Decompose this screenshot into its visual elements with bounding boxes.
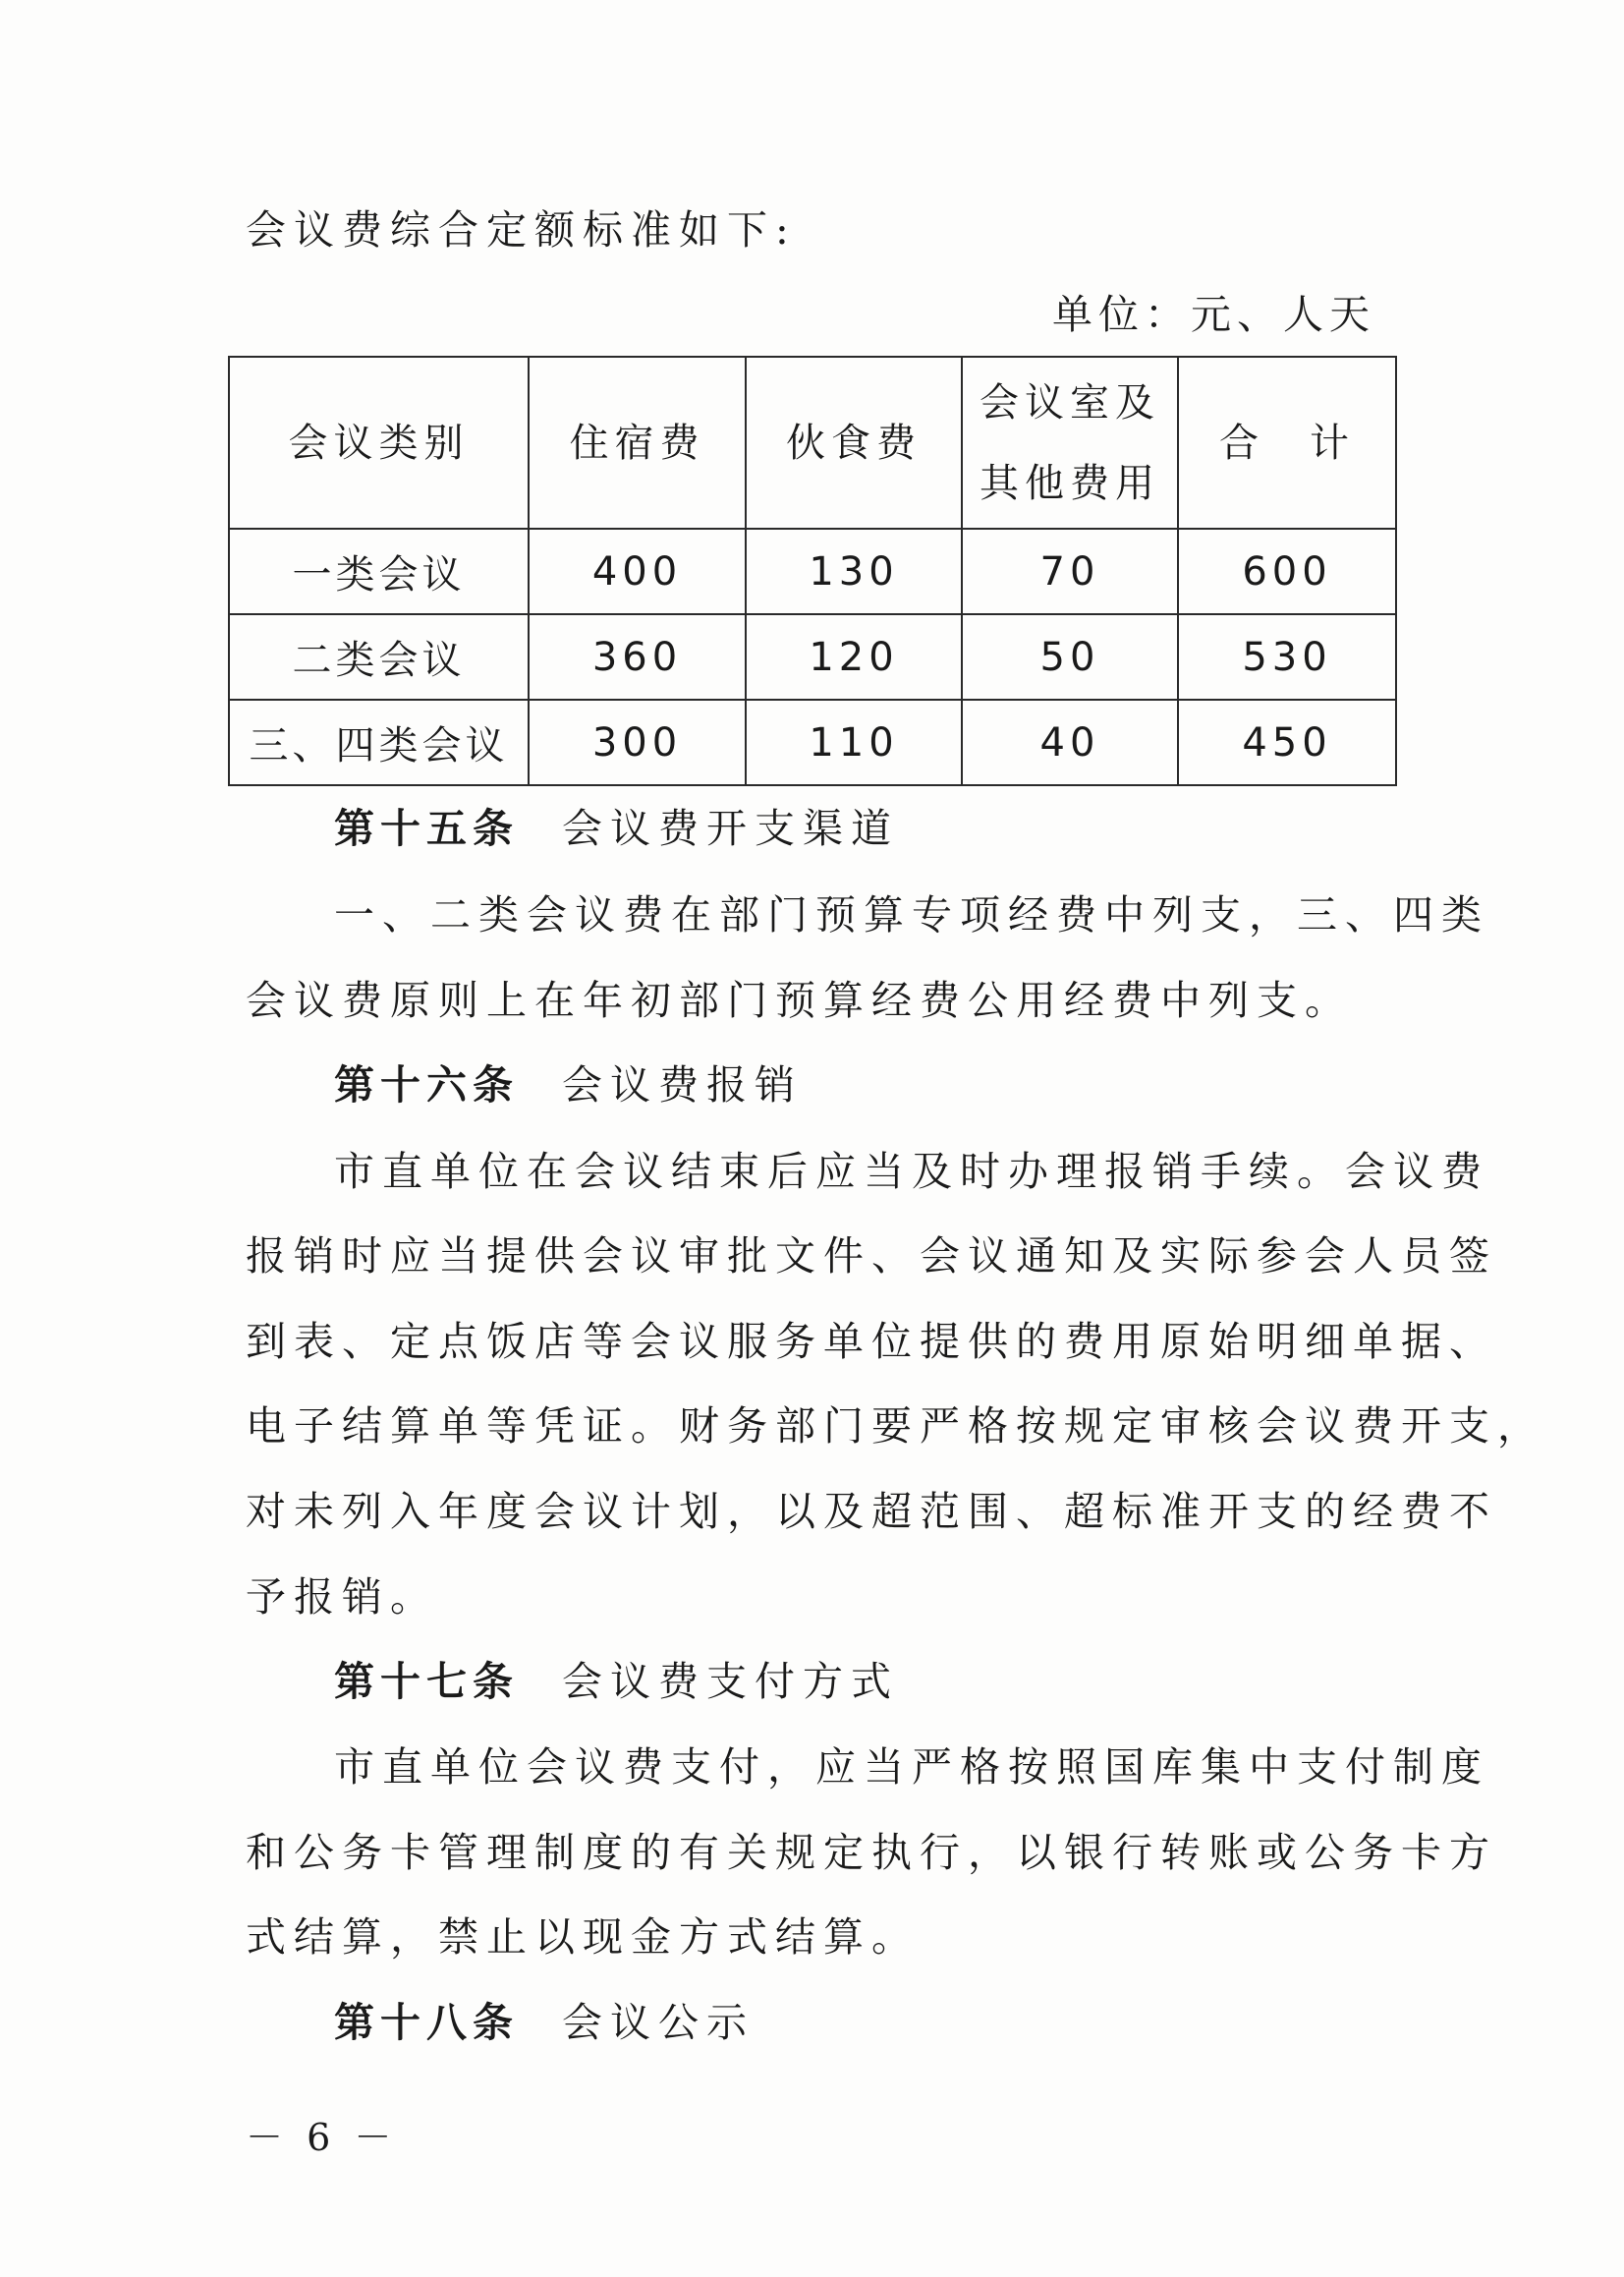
paragraph-line: 报销时应当提供会议审批文件、会议通知及实际参会人员签 bbox=[246, 1232, 1497, 1280]
paragraph-line: 到表、定点饭店等会议服务单位提供的费用原始明细单据、 bbox=[246, 1318, 1497, 1365]
paragraph-line: 市直单位在会议结束后应当及时办理报销手续。会议费 bbox=[334, 1148, 1489, 1195]
cell-meals: 110 bbox=[746, 700, 962, 785]
header-room-line2: 其他费用 bbox=[980, 460, 1160, 506]
header-meals: 伙食费 bbox=[746, 357, 962, 529]
page-number: － 6 － bbox=[246, 2116, 398, 2159]
cell-meals: 120 bbox=[746, 614, 962, 700]
cell-room-other: 50 bbox=[962, 614, 1178, 700]
cell-total: 450 bbox=[1178, 700, 1396, 785]
article-title: 会议费支付方式 bbox=[562, 1658, 899, 1705]
table-row bbox=[229, 700, 1396, 785]
header-lodging: 住宿费 bbox=[529, 357, 746, 529]
article-number: 第十五条 bbox=[334, 805, 519, 852]
paragraph-line: 电子结算单等凭证。财务部门要严格按规定审核会议费开支， bbox=[246, 1402, 1545, 1450]
table-row bbox=[229, 614, 1396, 700]
paragraph-line: 和公务卡管理制度的有关规定执行，以银行转账或公务卡方 bbox=[246, 1829, 1497, 1876]
cell-category: 一类会议 bbox=[229, 529, 529, 614]
cell-lodging: 300 bbox=[529, 700, 746, 785]
article-title: 会议费开支渠道 bbox=[562, 805, 899, 852]
article-number: 第十八条 bbox=[334, 1999, 519, 2046]
header-room-other bbox=[962, 357, 1178, 529]
cell-category: 三、四类会议 bbox=[229, 700, 529, 785]
table-row bbox=[229, 529, 1396, 614]
article-17-heading bbox=[334, 1654, 899, 1709]
cell-total: 530 bbox=[1178, 614, 1396, 700]
cell-category: 二类会议 bbox=[229, 614, 529, 700]
paragraph-line: 予报销。 bbox=[246, 1573, 438, 1621]
cell-lodging: 400 bbox=[529, 529, 746, 614]
article-18-heading bbox=[334, 1995, 755, 2050]
article-title: 会议公示 bbox=[562, 1999, 755, 2046]
intro-line: 会议费综合定额标准如下: bbox=[246, 206, 797, 254]
article-16-heading bbox=[334, 1057, 803, 1112]
paragraph-line: 市直单位会议费支付，应当严格按照国库集中支付制度 bbox=[334, 1743, 1489, 1791]
meeting-fee-table bbox=[228, 356, 1397, 786]
cell-meals: 130 bbox=[746, 529, 962, 614]
cell-room-other: 40 bbox=[962, 700, 1178, 785]
cell-total: 600 bbox=[1178, 529, 1396, 614]
article-title: 会议费报销 bbox=[562, 1061, 803, 1109]
article-number: 第十七条 bbox=[334, 1658, 519, 1705]
article-number: 第十六条 bbox=[334, 1061, 519, 1109]
paragraph-line: 一、二类会议费在部门预算专项经费中列支，三、四类 bbox=[334, 891, 1489, 939]
header-category: 会议类别 bbox=[229, 357, 529, 529]
paragraph-line: 对未列入年度会议计划，以及超范围、超标准开支的经费不 bbox=[246, 1488, 1497, 1535]
table-header-row bbox=[229, 357, 1396, 529]
header-room-line1: 会议室及 bbox=[980, 379, 1160, 426]
unit-label: 单位：元、人天 bbox=[1052, 291, 1375, 338]
paragraph-line: 会议费原则上在年初部门预算经费公用经费中列支。 bbox=[246, 977, 1353, 1024]
article-15-heading bbox=[334, 801, 899, 856]
cell-room-other: 70 bbox=[962, 529, 1178, 614]
header-total: 合 计 bbox=[1178, 357, 1396, 529]
paragraph-line: 式结算，禁止以现金方式结算。 bbox=[246, 1913, 920, 1961]
cell-lodging: 360 bbox=[529, 614, 746, 700]
